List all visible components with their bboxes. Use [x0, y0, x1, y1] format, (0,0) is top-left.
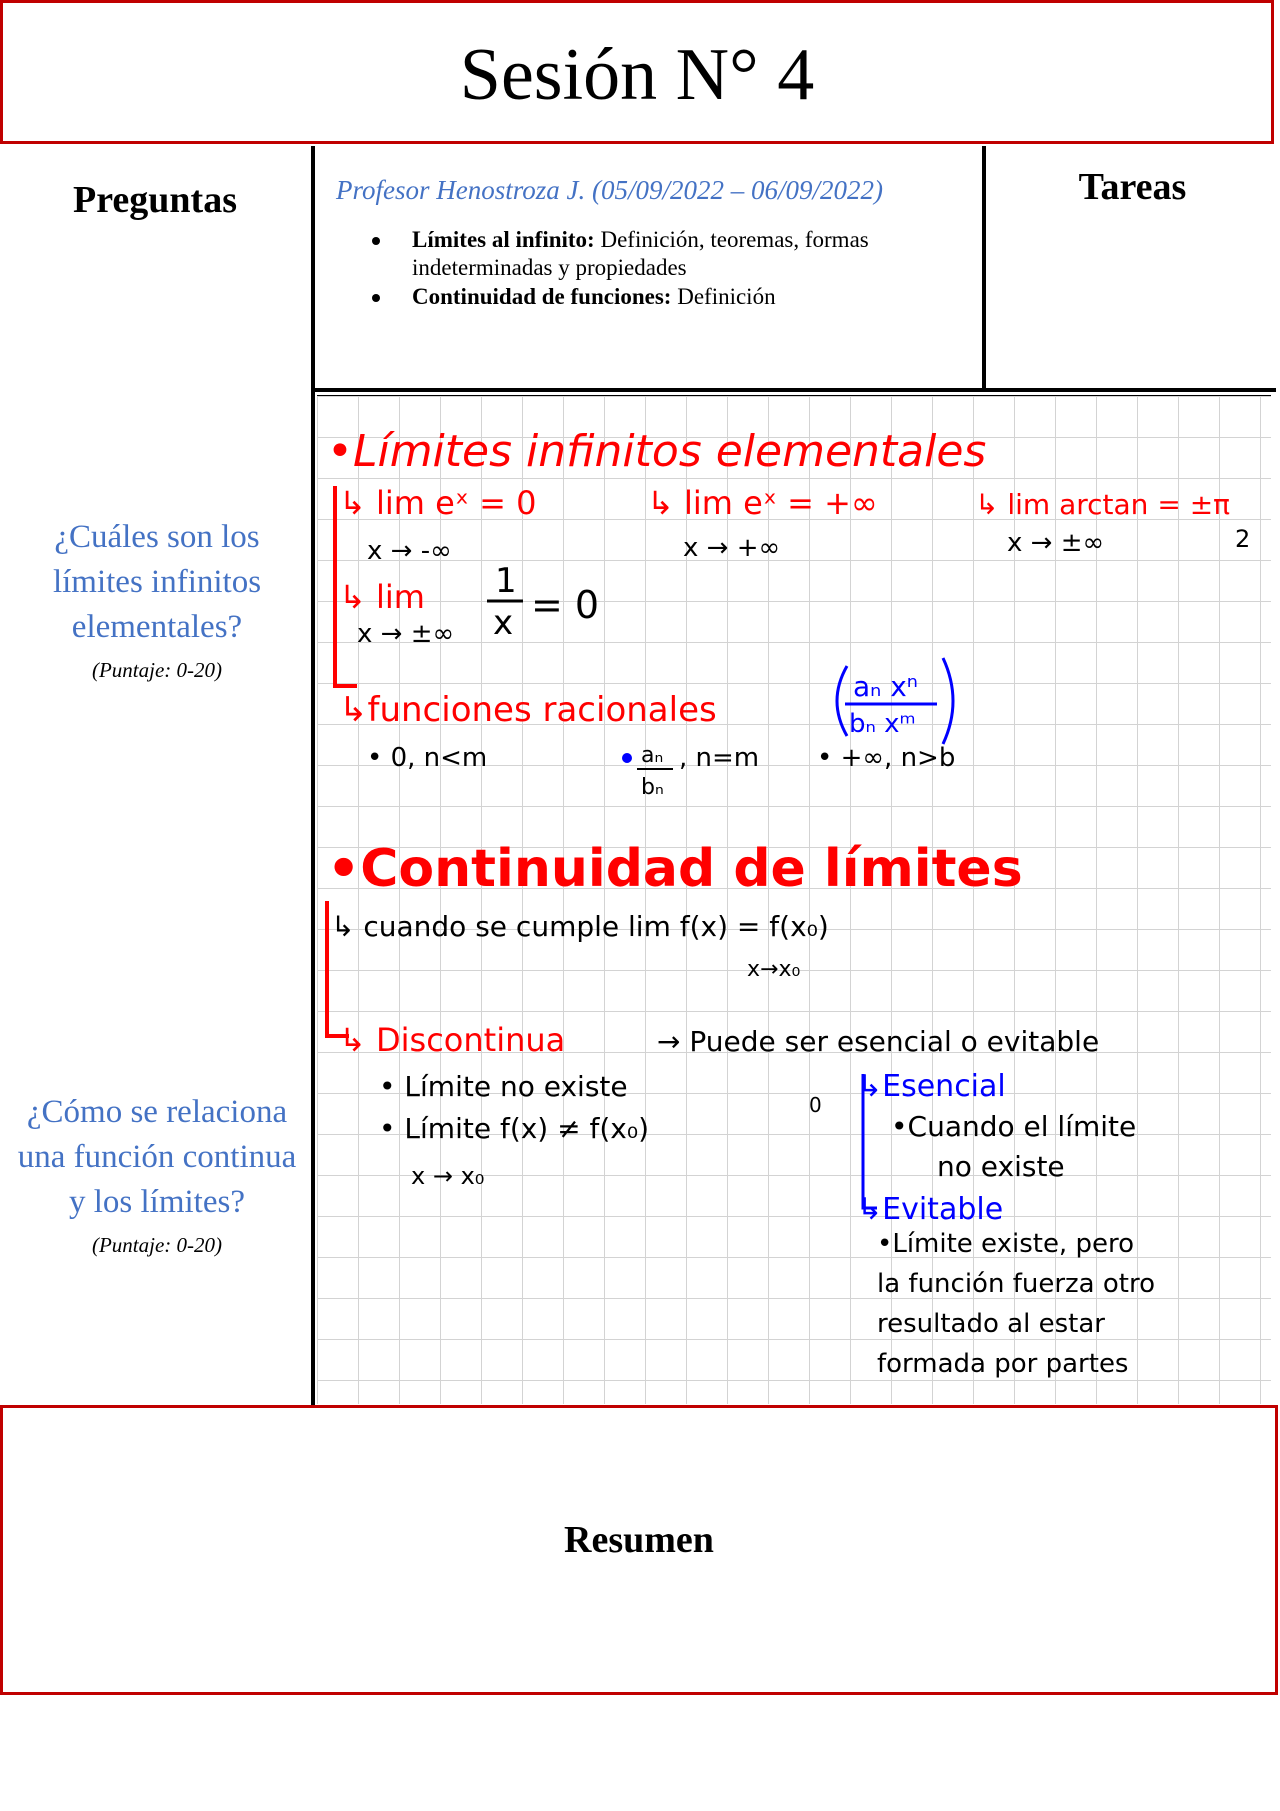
rational-functions: ↳funciones racionales	[339, 690, 717, 730]
page-title: Sesión N° 4	[459, 33, 815, 116]
divider-left	[311, 146, 315, 1406]
esencial-note-2: no existe	[937, 1150, 1065, 1183]
lim-3-sub: x → ±∞	[1007, 528, 1105, 558]
question-1	[14, 515, 300, 683]
continuity-sub: x→x₀	[747, 957, 801, 982]
lim-3: ↳ lim arctan = ±π	[975, 488, 1231, 521]
rational-frac-num: aₙ xⁿ	[853, 670, 918, 703]
lim-4: ↳ lim	[339, 578, 425, 616]
question-text: ¿Cuáles son los límites infinitos elementales?	[52, 519, 262, 645]
tasks-heading: Tareas	[1078, 166, 1187, 208]
paren-right	[943, 658, 953, 744]
question-score: (Puntaje: 0-20)	[91, 658, 223, 682]
discontinua-arrow: → Puede ser esencial o evitable	[657, 1025, 1100, 1058]
summary-title: Resumen	[564, 1519, 714, 1561]
notes-heading-continuity: •Continuidad de límites	[327, 839, 1023, 899]
divider-header	[311, 388, 1276, 392]
topic-item	[372, 226, 972, 282]
bullet-icon	[372, 294, 380, 302]
professor-line: Profesor Henostroza J. (05/09/2022 – 06/09/2022)	[336, 175, 883, 205]
questions-heading: Preguntas	[73, 179, 237, 221]
topics-list	[372, 226, 972, 312]
disc-case-a: • Límite no existe	[379, 1070, 628, 1103]
topic-text: Definición	[671, 284, 776, 309]
lim-2-sub: x → +∞	[683, 533, 781, 563]
question-text: ¿Cómo se relaciona una función continua y los límites?	[17, 1094, 297, 1220]
esencial-note-1: •Cuando el límite	[891, 1110, 1137, 1143]
topic-label: Límites al infinito:	[412, 227, 595, 252]
paren-left	[837, 666, 847, 736]
lim-1: ↳ lim eˣ = 0	[339, 484, 537, 522]
case-3: • +∞, n>b	[817, 743, 956, 773]
lim-1-sub: x → -∞	[367, 536, 452, 566]
case-1: • 0, n<m	[367, 743, 488, 773]
handwritten-notes	[317, 396, 1271, 1404]
question-2	[14, 1090, 300, 1258]
evitable-note-3: resultado al estar	[877, 1309, 1105, 1339]
topic-item	[372, 283, 972, 311]
disc-case-b-sub: x → x₀	[411, 1162, 485, 1190]
discontinua: ↳ Discontinua	[339, 1021, 566, 1059]
rational-frac-den: bₙ xᵐ	[849, 709, 916, 739]
disc-case-b-sup: 0	[809, 1093, 822, 1117]
evitable-note-4: formada por partes	[877, 1349, 1129, 1379]
lim-2: ↳ lim eˣ = +∞	[647, 484, 878, 522]
summary-box	[0, 1405, 1278, 1695]
lim-4-den: x	[493, 603, 514, 643]
esencial: ↳Esencial	[857, 1069, 1006, 1104]
case-2-num: aₙ	[641, 743, 664, 768]
topic-text: Definición, teoremas, formas indeterminadas y propiedades	[412, 227, 869, 280]
evitable: ↳Evitable	[857, 1192, 1004, 1227]
title-box	[0, 0, 1274, 144]
bullet-icon	[372, 237, 380, 245]
lim-4-eq: = 0	[531, 583, 600, 627]
lim-4-sub: x → ±∞	[357, 619, 455, 649]
disc-case-b: • Límite f(x) ≠ f(x₀)	[379, 1112, 649, 1145]
evitable-note-2: la función fuerza otro	[877, 1269, 1155, 1299]
bullet-icon	[622, 753, 632, 763]
notes-grid	[317, 396, 1271, 1404]
continuity-condition: ↳ cuando se cumple lim f(x) = f(x₀)	[331, 910, 829, 943]
case-2-den: bₙ	[641, 775, 664, 800]
evitable-note-1: •Límite existe, pero	[877, 1229, 1134, 1259]
divider-right	[982, 146, 986, 390]
lim-3-den: 2	[1235, 525, 1251, 553]
case-2-tail: , n=m	[679, 743, 760, 773]
topic-label: Continuidad de funciones:	[412, 284, 672, 309]
lim-4-num: 1	[495, 561, 517, 601]
notes-heading-limits: •Límites infinitos elementales	[327, 426, 987, 477]
question-score: (Puntaje: 0-20)	[91, 1233, 223, 1257]
